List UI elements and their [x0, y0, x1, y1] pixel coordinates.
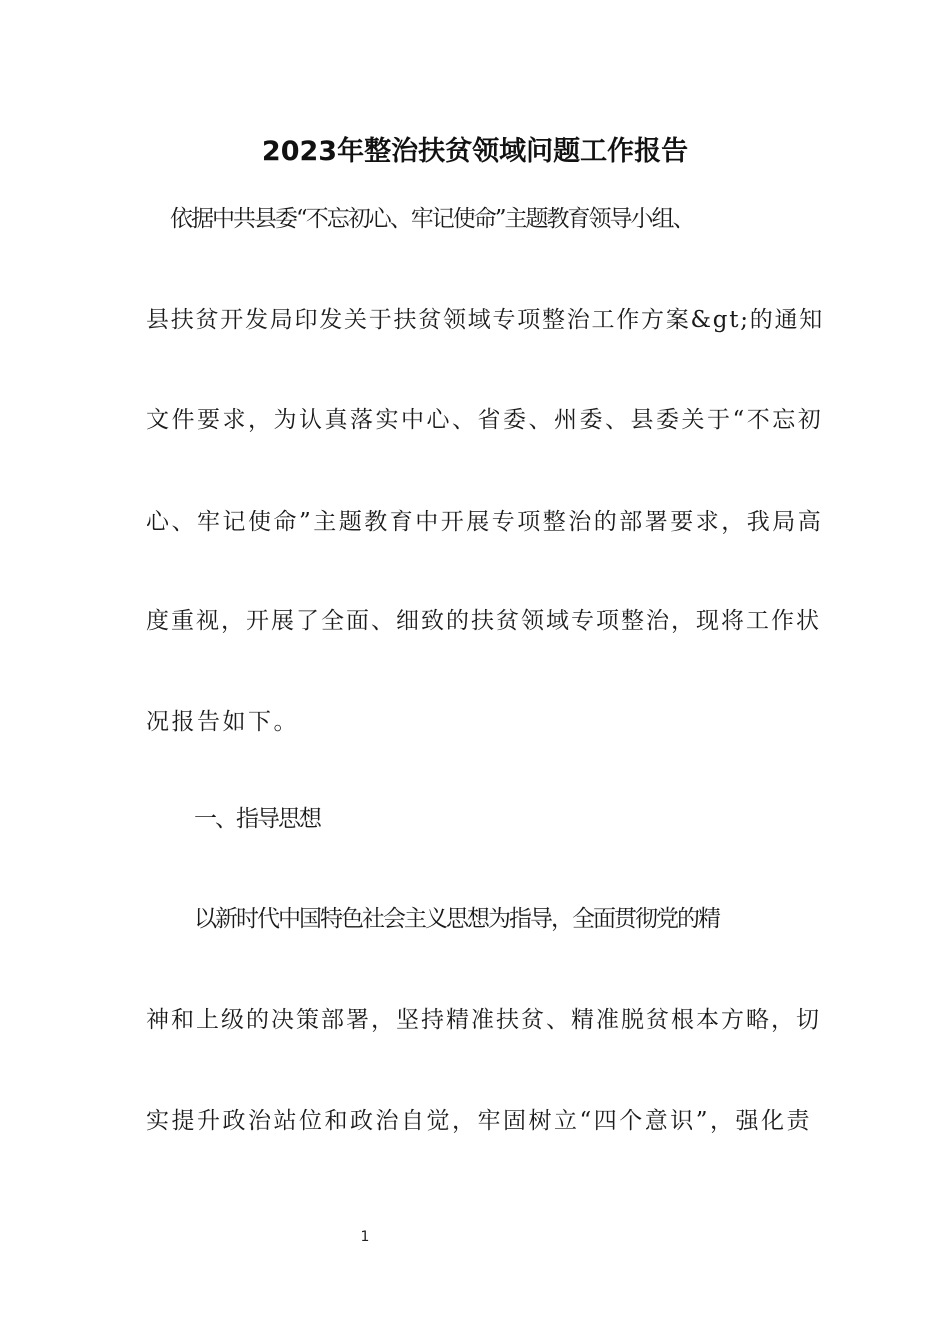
paragraph-line: 以新时代中国特色社会主义思想为指导，全面贯彻党的精 — [194, 906, 719, 932]
page-number: 1 — [360, 1229, 370, 1245]
paragraph-line: 心、牢记使命”主题教育中开展专项整治的部署要求，我局高 — [146, 509, 824, 535]
paragraph-line: 县扶贫开发局印发关于扶贫领域专项整治工作方案&gt;的通知 — [146, 307, 824, 333]
paragraph-line: 依据中共县委“不忘初心、牢记使命”主题教育领导小组、 — [170, 206, 694, 232]
document-title: 2023年整治扶贫领域问题工作报告 — [261, 136, 689, 167]
paragraph-line: 实提升政治站位和政治自觉，牢固树立“四个意识”，强化责 — [146, 1108, 813, 1134]
section-heading: 一、指导思想 — [194, 806, 320, 832]
paragraph-line: 文件要求，为认真落实中心、省委、州委、县委关于“不忘初 — [146, 407, 824, 433]
paragraph-line: 神和上级的决策部署，坚持精准扶贫、精准脱贫根本方略，切 — [146, 1007, 821, 1033]
paragraph-line: 度重视，开展了全面、细致的扶贫领域专项整治，现将工作状 — [146, 608, 821, 634]
paragraph-line: 况报告如下。 — [146, 709, 299, 735]
